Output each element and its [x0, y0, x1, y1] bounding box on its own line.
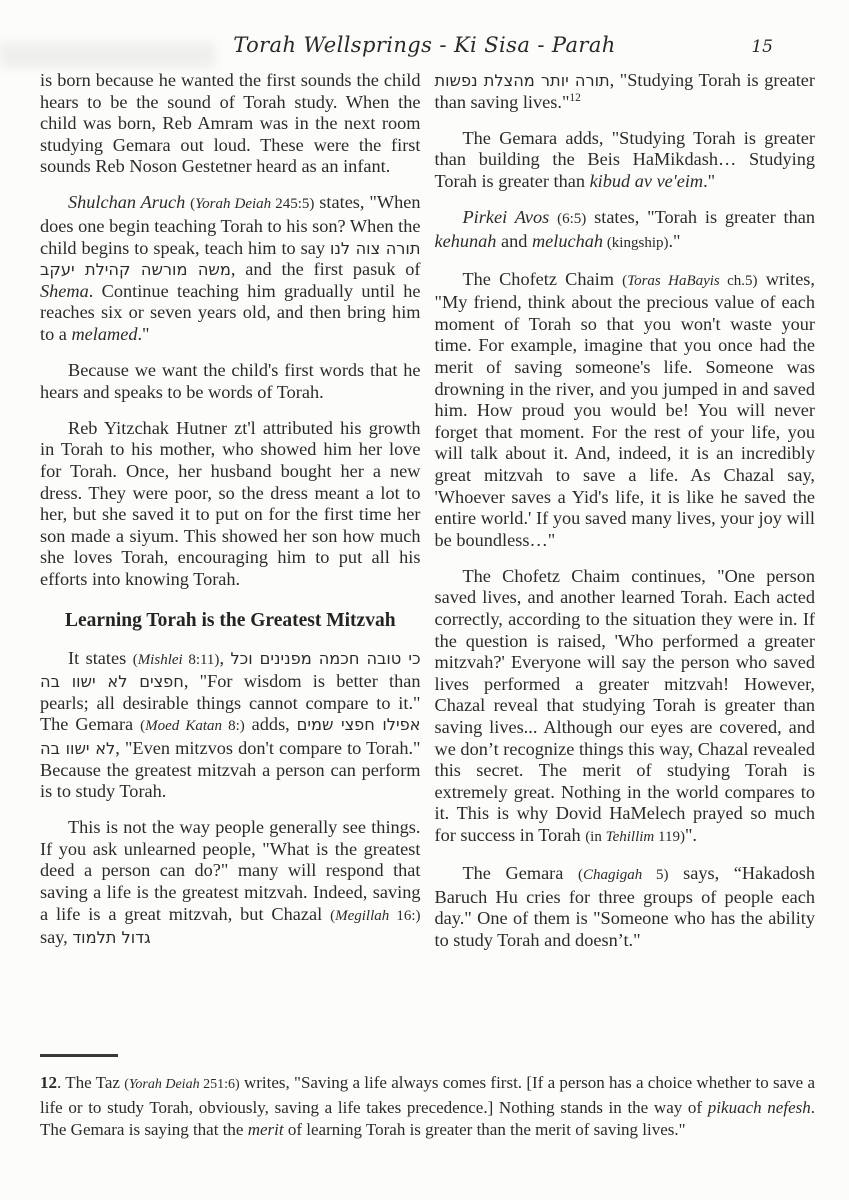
paragraph — [435, 70, 816, 113]
text-run: (6:5) — [557, 210, 587, 227]
section-heading: Learning Torah is the Greatest Mitzvah — [64, 609, 396, 631]
text-run: 251:6) — [199, 1077, 240, 1092]
hebrew-phrase: כי טובה חכמה מפנינים וכל חפצים לא ישוו בה — [40, 648, 421, 692]
right-column — [435, 70, 816, 966]
text-run: 5) — [642, 867, 669, 884]
text-run: , "For wisdom is better than pearls; all desirable things cannot compare to it." The Gemara — [40, 671, 421, 735]
text-run: Toras HaBayis — [627, 272, 720, 289]
text-run: ( — [132, 651, 138, 668]
paragraph — [435, 863, 816, 951]
text-run: kibud av ve'eim — [589, 170, 704, 191]
text-run: Megillah — [335, 907, 390, 924]
hebrew-phrase: אפילו חפצי שמים לא ישוו בה — [40, 715, 421, 758]
paragraph — [40, 360, 421, 403]
paragraph — [40, 192, 421, 345]
text-run: (kingship) — [603, 234, 669, 251]
text-run: Reb Yitzchak Hutner zt'l attributed his growth in Torah to his mother, who showed him her love for Torah. Once, her husband bought her a new dress. They were poor, so the dress meant a lot to her, but she saved it to put on for the first time her son made a siyum. This showed her son how much she loves Torah, encouraging him to put all his efforts into knowing Torah. — [40, 417, 421, 589]
text-run: , "Even mitzvos don't compare to Torah." Because the greatest mitzvah a person can perform is to study Torah. — [40, 737, 421, 802]
text-run: The Gemara adds, "Studying Torah is greater than building the Beis HaMikdash… Studying Torah is greater than — [434, 127, 815, 191]
text-run: 12 — [40, 1073, 57, 1092]
text-run: of learning Torah is greater than the merit of saving lives." — [283, 1120, 686, 1140]
left-column — [40, 70, 421, 966]
text-run: This is not the way people generally see things. If you ask unlearned people, "What is the greatest deed a person can do?" many will respond that saving a life is the greatest mitzvah. Indeed, saving a life is a great mitzvah, but Chazal — [40, 817, 421, 924]
text-run: Moed Katan — [145, 718, 223, 735]
text-run: writes, "Saving a life always comes first. [If a person has a choice whether to save a life or to study Torah, obviously, saving a life takes precedence.] Nothing stands in the way of — [40, 1073, 815, 1117]
page-number: 15 — [751, 37, 773, 57]
body-columns — [40, 70, 815, 966]
text-run: ( — [578, 867, 584, 884]
text-run: melamed — [71, 324, 138, 345]
text-run: 8:11) — [182, 651, 220, 668]
text-run: ( — [124, 1077, 129, 1092]
text-run: writes, "My friend, think about the precious value of each moment of Torah so that you won't waste your time. For example, imagine that you once had the merit of saving someone's life. Someone was drowning in the river, and you jumped in and saved him. How proud you would be! You will never forget that moment. For the rest of your life, you will talk about it. And, indeed, it is an incredibly great mitzvah to save a life. As Chazal say, 'Whoever saves a Yid's life, it is like he saved the entire world.' If you saved many lives, your joy will be boundless…" — [434, 268, 815, 550]
text-run: ." — [703, 170, 716, 191]
text-run: , "Studying Torah is greater than saving lives." — [434, 70, 815, 112]
footnote-reference: 12 — [569, 91, 581, 104]
text-run: merit — [247, 1120, 284, 1140]
paragraph — [40, 418, 421, 591]
text-run: ". — [684, 825, 697, 845]
paragraph — [435, 128, 816, 193]
paragraph — [40, 648, 421, 803]
text-run: ( — [622, 272, 628, 289]
text-run: ( — [190, 196, 196, 213]
text-run: The Chofetz Chaim continues, "One person saved lives, and another learned Torah. Each acted correctly, according to the situation they were in. If the question is raised, 'Who performed a greater mitzvah?' Everyone will say the person who saved lives performed a greater mitzvah! However, Chazal reveal that studying Torah is greater than saving lives... Although our eyes are covered, and we don’t recognize things this way, Chazal revealed this secret. The merit of studying Torah is extremely great. Nothing in the world compares to it. This is why Dovid HaMelech prayed so much for success in Torah — [434, 565, 815, 845]
text-run: It states — [68, 647, 133, 668]
text-run: ch.5) — [719, 272, 758, 289]
text-run: ( — [330, 907, 336, 924]
text-run: 119) — [654, 829, 685, 845]
text-run: pikuach nefesh — [707, 1097, 811, 1117]
text-run: states, "When does one begin teaching Torah to his son? When the child begins to speak, teach him to say — [40, 192, 421, 258]
text-run: Because we want the child's first words that he hears and speaks to be words of Torah. — [40, 360, 421, 402]
paragraph — [435, 269, 816, 552]
text-run: ." — [137, 324, 150, 345]
text-run: 16:) — [389, 907, 421, 924]
text-run: ( — [140, 718, 146, 735]
text-run: say, — [40, 927, 73, 948]
text-run: . Continue teaching him gradually until he reaches six or seven years old, and then bring him to a — [40, 280, 421, 345]
text-run: Yorah Deiah — [195, 196, 272, 213]
footnotes-section — [40, 1072, 815, 1142]
text-run: Mishlei — [137, 651, 183, 668]
paragraph — [40, 70, 421, 178]
text-run: Tehillim — [605, 829, 655, 845]
text-run: and — [496, 230, 532, 251]
hebrew-phrase: תורה יותר מהצלת נפשות — [434, 71, 610, 90]
paragraph — [435, 207, 816, 254]
text-run: Shema — [40, 280, 89, 301]
text-run: meluchah — [531, 230, 604, 251]
paragraph — [40, 817, 421, 949]
text-run: kehunah — [434, 230, 497, 251]
text-run: Yorah Deiah — [128, 1077, 200, 1092]
text-run: . The Gemara is saying that the — [40, 1097, 815, 1140]
text-run: , — [219, 647, 231, 668]
text-run: says, “Hakadosh Baruch Hu cries for three groups of people each day." One of them is "Someone who has the ability to study Torah and doesn’t." — [434, 863, 816, 950]
text-run: 8:) — [222, 718, 245, 735]
text-run: (in — [585, 829, 606, 845]
text-run: . The Taz — [57, 1073, 125, 1092]
text-run: 245:5) — [271, 196, 315, 213]
text-run: ." — [668, 230, 681, 251]
footnote-separator — [40, 1054, 118, 1057]
text-run: states, "Torah is greater than — [586, 206, 815, 227]
text-run: The Gemara — [462, 863, 579, 884]
text-run: is born because he wanted the first sounds the child hears to be the sound of Torah study. When the child was born, Reb Amram was in the next room studying Gemara out loud. These were the first sounds Reb Noson Gestetner heard as an infant. — [40, 70, 421, 177]
page-header — [0, 33, 849, 63]
text-run: adds, — [244, 714, 297, 735]
text-run: Chagigah — [583, 867, 643, 884]
text-run: , and the first pasuk of — [230, 259, 421, 280]
page-header-title: Torah Wellsprings - Ki Sisa - Parah — [233, 33, 616, 57]
text-run: Shulchan Aruch — [68, 192, 191, 213]
footnote — [40, 1072, 815, 1142]
text-run: The Chofetz Chaim — [462, 268, 623, 289]
hebrew-phrase: תורה צוה לנו משה מורשה קהילת יעקב — [40, 238, 421, 280]
paragraph — [435, 566, 816, 849]
hebrew-phrase: גדול תלמוד — [72, 928, 151, 948]
text-run: Pirkei Avos — [462, 206, 558, 227]
